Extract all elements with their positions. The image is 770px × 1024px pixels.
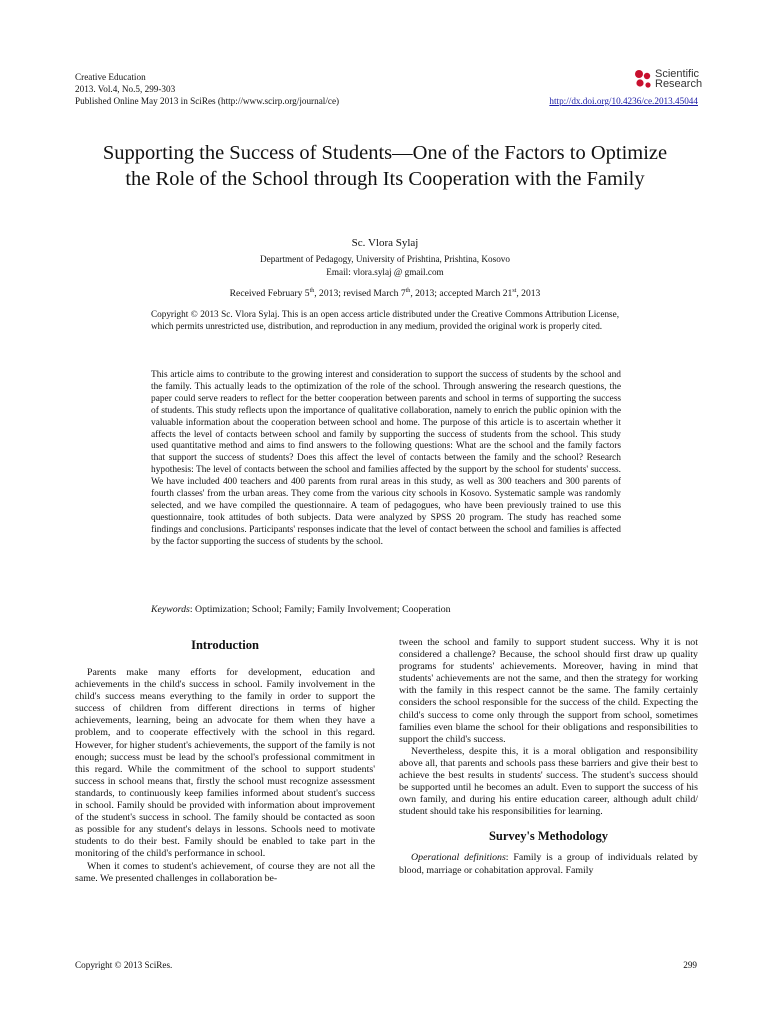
received-sup: th <box>309 288 315 294</box>
methodology-paragraph <box>399 852 698 876</box>
intro-paragraph-4: Nevertheless, despite this, it is a moral obligation and responsibility above all, that parents and schools pass these barriers and give their best to achieve the best results in students' success. The student's success should be supported until he becomes an adult. Even to support the success of his own family, and during his entire education career, although adult child/ student should take his responsibilities for learning. <box>399 745 698 818</box>
page-number: 299 <box>683 960 697 970</box>
doi-link[interactable]: http://dx.doi.org/10.4236/ce.2013.45044 <box>549 96 698 106</box>
accepted-text: , 2013; accepted March 21 <box>410 288 513 300</box>
methodology-text: : Family is a group of individuals related by blood, marriage or cohabitation approval. Family <box>399 852 698 876</box>
author-name: Sc. Vlora Sylaj <box>351 237 419 249</box>
journal-header <box>75 71 339 107</box>
left-column <box>75 637 375 885</box>
copyright-notice: Copyright © 2013 Sc. Vlora Sylaj. This is an open access article distributed under the Creative Commons Attribution License, which permits unrestricted use, distribution, and reproduction in any medium, provided the original work is properly cited. <box>151 309 619 332</box>
journal-name: Creative Education <box>75 72 146 82</box>
intro-paragraph-3: tween the school and family to support student success. Why it is not considered a challenge? Because, the school should first draw up quality programs for students' achievements. Moreover, having in mind that students' achievements are not the same, and then the strategy for working with the family in this respect cannot be the same. The family certainly considers the school responsible for the success of the child. Expecting the child's success to come only through the support from school, sometimes families even blame the school for their obligations and responsibilities to support the child's success. <box>399 637 698 745</box>
author-affiliation <box>0 253 770 278</box>
affiliation-text: Department of Pedagogy, University of Prishtina, Prishtina, Kosovo <box>260 254 510 264</box>
logo-wordmark <box>655 69 702 89</box>
logo-line2: Research <box>655 78 703 90</box>
keywords-list: : Optimization; School; Family; Family Involvement; Cooperation <box>189 604 451 615</box>
keywords <box>151 604 621 615</box>
revised-text: , 2013; revised March 7 <box>314 288 406 300</box>
revised-sup: th <box>405 288 411 294</box>
introduction-heading: Introduction <box>191 638 259 652</box>
accepted-year: , 2013 <box>516 288 541 300</box>
author-email: Email: vlora.sylaj @ gmail.com <box>326 266 444 277</box>
operational-definitions-term: Operational definitions <box>411 852 506 864</box>
scirp-logo-icon <box>633 68 653 90</box>
logo-line1: Scientific <box>655 68 700 80</box>
received-text: Received February 5 <box>229 288 310 300</box>
methodology-heading: Survey's Methodology <box>488 829 609 844</box>
journal-volume: 2013. Vol.4, No.5, 299-303 <box>75 84 176 94</box>
intro-paragraph-2: When it comes to student's achievement, of course they are not all the same. We presented challenges in collaboration be- <box>75 860 375 884</box>
keywords-label: Keywords <box>151 604 190 615</box>
abstract: This article aims to contribute to the growing interest and consideration to support the success of students by the school and the family. This actually leads to the optimization of the role of the school. Through answering the research questions, the paper could serve readers to reflect for the better cooperation between parents and school in terms of supporting the success of students. This study reflects upon the importance of qualitative collaboration, namely to enrich the public opinion with the valuable information about the cooperation between school and home. The purpose of this article is to ascertain whether it affects the level of contacts between school and family by supporting the success of students from the school. This study used quantitative method and aims to find answers to the following questions: What are the school and the family factors that support the success of students? Does this affect the level of contacts between the family and the school? Research hypothesis: The level of contacts between the school and families affected by the support by the school for students' success. We have included 400 teachers and 400 parents from rural areas in this study, as well as 300 teachers and 300 parents of fourth classes' from the urban areas. They come from the various city schools in Kosovo. Systematic sample was randomly selected, and we have compiled the questionnaire. A team of pedagogues, who have been previously trained to use this questionnaire, took attitudes of both subjects. Data were analyzed by SPSS 20 program. The study has reached some findings and conclusions. Participants' responses indicate that the level of contact between the school and families is affected by the factor supporting the success of students by the school. <box>151 370 621 547</box>
received-dates <box>0 288 770 299</box>
paper-title: Supporting the Success of Students—One of the Factors to Optimize the Role of the School through Its Cooperation with the Family <box>102 142 668 190</box>
accepted-sup: st <box>512 288 517 294</box>
footer-copyright: Copyright © 2013 SciRes. <box>75 960 173 970</box>
publisher-logo <box>633 68 702 90</box>
right-column <box>399 637 698 877</box>
journal-published: Published Online May 2013 in SciRes (http://www.scirp.org/journal/ce) <box>75 96 340 106</box>
intro-paragraph-1: Parents make many efforts for development, education and achievements in the child's success in school. Family involvement in the child's success means everything to the family in order to support the success of children from different directions in terms of higher achievements, learning, being an advocate for them when they have a problem, and to cooperate effectively with the school in this regard. However, for higher student's achievements, the support of the family is not enough; success must be lead by the school's professional commitment in this regard. While the commitment of the school to support students' success in school means that, firstly the school must recognize assessment standards, to continuously keep families informed about student's success in school. Family should be provided with information about improvement of the student's success in school. The family should be contacted as soon as possible for any student's delays in lessons. Schools need to motivate students to do their best. Family should be enabled to take part in the monitoring of the child's performance in school. <box>75 667 375 860</box>
